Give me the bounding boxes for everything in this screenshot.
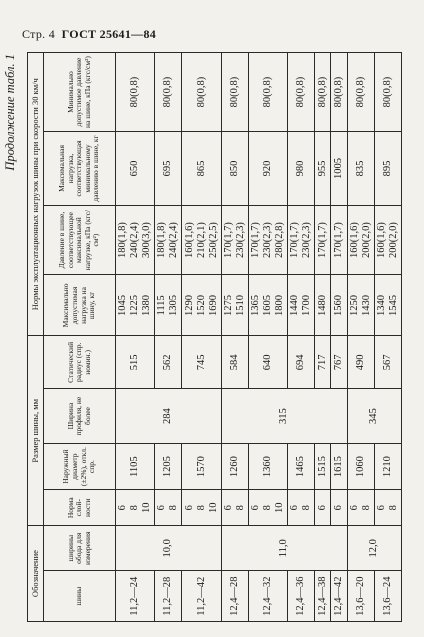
diameter-cell: 1515 (315, 443, 331, 489)
radius-cell: 515 (116, 336, 155, 389)
load-min-cell: 850 (221, 132, 248, 206)
rim-cell: 11,0 (221, 526, 347, 571)
radius-cell: 584 (221, 336, 248, 389)
diameter-cell: 1205 (155, 443, 182, 489)
pressure-cell: 170(1,7) (331, 205, 347, 275)
min-pressure-cell: 80(0,8) (288, 53, 315, 132)
max-load-cell: 1365 1605 1800 (248, 275, 287, 336)
max-load-cell: 1290 1520 1690 (182, 275, 221, 336)
pressure-cell: 180(1,8) 240(2,4) (155, 205, 182, 275)
ply-cell: 6 (331, 490, 347, 526)
min-pressure-cell: 80(0,8) (116, 53, 155, 132)
max-load-cell: 1480 (315, 275, 331, 336)
width-cell: 345 (347, 389, 401, 444)
width-cell: 284 (116, 389, 222, 444)
pressure-cell: 180(1,8) 240(2,4) 300(3,0) (116, 205, 155, 275)
tire-load-table (27, 52, 402, 622)
ply-cell: 6 8 10 (116, 490, 155, 526)
tire-cell: 12,4—32 (248, 571, 287, 622)
max-load-cell: 1440 1700 (288, 275, 315, 336)
col-header-load-min-pressure: Максимальная нагрузка, соответствующая минимальному давлению в шине, кг (44, 132, 116, 206)
tire-cell: 13,6—20 (347, 571, 374, 622)
load-min-cell: 920 (248, 132, 287, 206)
load-min-cell: 695 (155, 132, 182, 206)
designation-group-header: Обозначение (28, 526, 44, 622)
load-min-cell: 650 (116, 132, 155, 206)
diameter-cell: 1570 (182, 443, 221, 489)
diameter-cell: 1260 (221, 443, 248, 489)
radius-cell: 640 (248, 336, 287, 389)
ply-cell: 6 8 (221, 490, 248, 526)
col-header-width: Ширина профиля, не более (44, 389, 116, 444)
min-pressure-cell: 80(0,8) (221, 53, 248, 132)
table-row (221, 53, 248, 622)
pressure-cell: 170(1,7) 230(2,3) (288, 205, 315, 275)
ply-cell: 6 (315, 490, 331, 526)
min-pressure-cell: 80(0,8) (155, 53, 182, 132)
max-load-cell: 1250 1430 (347, 275, 374, 336)
tire-cell: 12,4—28 (221, 571, 248, 622)
radius-cell: 717 (315, 336, 331, 389)
radius-cell: 745 (182, 336, 221, 389)
width-cell: 315 (221, 389, 347, 444)
max-load-cell: 1115 1305 (155, 275, 182, 336)
col-header-rim: ширины обода для измерения (44, 526, 116, 571)
load-min-cell: 980 (288, 132, 315, 206)
page-header (22, 27, 156, 42)
pressure-cell: 170(1,7) 230(2,3) 280(2,8) (248, 205, 287, 275)
page-number: Стр. 4 (22, 27, 56, 41)
pressure-cell: 160(1,6) 200(2,0) (347, 205, 374, 275)
tire-cell: 11,2—24 (116, 571, 155, 622)
max-load-cell: 1560 (331, 275, 347, 336)
standard-code: ГОСТ 25641—84 (61, 27, 157, 41)
tire-cell: 11,2—28 (155, 571, 182, 622)
tire-cell: 12,4—42 (331, 571, 347, 622)
ply-cell: 6 8 10 (248, 490, 287, 526)
tire-size-group-header: Размер шины, мм (28, 336, 44, 526)
ply-cell: 6 8 (374, 490, 401, 526)
tire-cell: 11,2—42 (182, 571, 221, 622)
ply-cell: 6 8 (288, 490, 315, 526)
load-min-cell: 955 (315, 132, 331, 206)
pressure-cell: 170(1,7) (315, 205, 331, 275)
min-pressure-cell: 80(0,8) (331, 53, 347, 132)
load-min-cell: 1005 (331, 132, 347, 206)
col-header-pressure: Давление в шине, соответствующее максимальной нагрузке, кПа (кгс/см²) (44, 205, 116, 275)
col-header-max-load: Максимально допустимая нагрузка на шину, кг (44, 275, 116, 336)
col-header-ply: Норма слой-ности (44, 490, 116, 526)
radius-cell: 562 (155, 336, 182, 389)
table-row (116, 53, 155, 622)
ply-cell: 6 8 (347, 490, 374, 526)
diameter-cell: 1210 (374, 443, 401, 489)
radius-cell: 567 (374, 336, 401, 389)
table-row (347, 53, 374, 622)
load-min-cell: 895 (374, 132, 401, 206)
ply-cell: 6 8 (155, 490, 182, 526)
rotated-content (3, 52, 402, 622)
min-pressure-cell: 80(0,8) (182, 53, 221, 132)
max-load-cell: 1045 1225 1380 (116, 275, 155, 336)
pressure-cell: 160(1,6) 210(2,1) 250(2,5) (182, 205, 221, 275)
load-min-cell: 865 (182, 132, 221, 206)
col-header-radius: Статический радиус (спр. номин.) (44, 336, 116, 389)
min-pressure-cell: 80(0,8) (374, 53, 401, 132)
col-header-tire: шины (44, 571, 116, 622)
min-pressure-cell: 80(0,8) (315, 53, 331, 132)
pressure-cell: 170(1,7) 230(2,3) (221, 205, 248, 275)
diameter-cell: 1060 (347, 443, 374, 489)
radius-cell: 694 (288, 336, 315, 389)
max-load-cell: 1275 1510 (221, 275, 248, 336)
norms-group-header: Нормы эксплуатационных нагрузок шины при скорости 30 км/ч (28, 53, 44, 336)
col-header-diameter: Наружный диаметр (±2%), откл. спр. (44, 443, 116, 489)
radius-cell: 767 (331, 336, 347, 389)
rim-cell: 12,0 (347, 526, 401, 571)
diameter-cell: 1360 (248, 443, 287, 489)
min-pressure-cell: 80(0,8) (347, 53, 374, 132)
tire-cell: 13,6—24 (374, 571, 401, 622)
pressure-cell: 160(1,6) 200(2,0) (374, 205, 401, 275)
rotated-table-area (3, 52, 402, 622)
min-pressure-cell: 80(0,8) (248, 53, 287, 132)
diameter-cell: 1105 (116, 443, 155, 489)
col-header-min-pressure: Минимально допустимое давление на шине, кПа (кгс/см²) (44, 53, 116, 132)
radius-cell: 490 (347, 336, 374, 389)
load-min-cell: 835 (347, 132, 374, 206)
table-caption: Продолжение табл. 1 (3, 54, 17, 171)
tire-cell: 12,4—36 (288, 571, 315, 622)
diameter-cell: 1465 (288, 443, 315, 489)
tire-cell: 12,4—38 (315, 571, 331, 622)
max-load-cell: 1340 1545 (374, 275, 401, 336)
ply-cell: 6 8 10 (182, 490, 221, 526)
diameter-cell: 1615 (331, 443, 347, 489)
rim-cell: 10,0 (116, 526, 222, 571)
